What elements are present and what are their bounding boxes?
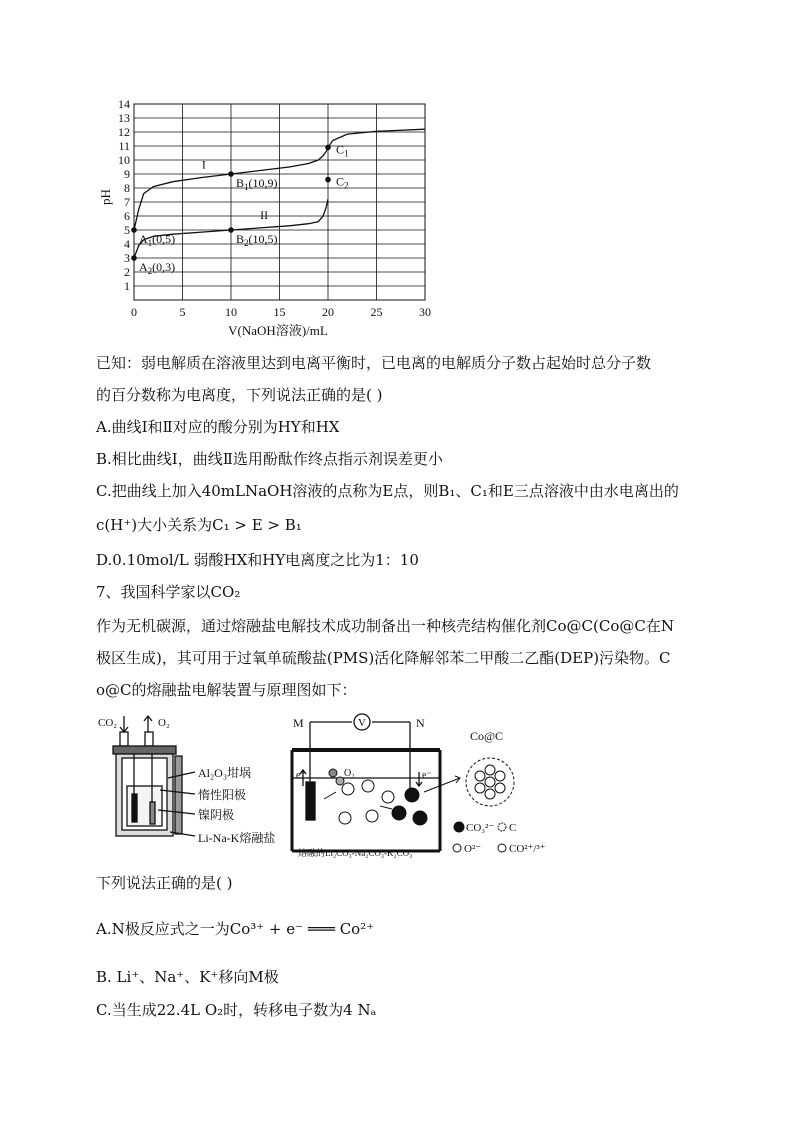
point-label: $B_1(10,9)$ bbox=[236, 176, 278, 192]
q7-option-a: A.N极反应式之一为Co³⁺ + e⁻ ═══ Co²⁺ bbox=[96, 920, 375, 938]
o2-bubble-label: O₂ bbox=[344, 768, 355, 779]
coc-particle bbox=[466, 758, 514, 806]
chart-points bbox=[131, 142, 348, 276]
coc-title: Co@C bbox=[470, 729, 504, 743]
legend-c-marker bbox=[498, 823, 506, 831]
q7-question: 下列说法正确的是( ) bbox=[96, 874, 233, 892]
q7-option-b: B. Li⁺、Na⁺、K⁺移向M极 bbox=[96, 968, 279, 986]
molten-salt-cell bbox=[98, 716, 195, 836]
x-tick-label: 30 bbox=[419, 305, 431, 319]
cathode-label: 镍阴极 bbox=[198, 808, 235, 822]
q6-option-d: D.0.10mol/L 弱酸HX和HY电离度之比为1：10 bbox=[96, 551, 419, 569]
q6-intro-line1: 已知：弱电解质在溶液里达到电离平衡时，已电离的电解质分子数占起始时总分子数 bbox=[96, 354, 652, 372]
x-tick-label: 15 bbox=[273, 305, 286, 319]
q6-option-c-line2: c(H⁺)大小关系为C₁ > E > B₁ bbox=[96, 516, 302, 534]
q7-line3: 极区生成)，其可用于过氧单硫酸盐(PMS)活化降解邻苯二甲酸二乙酯(DEP)污染物。C bbox=[96, 649, 671, 667]
curve-label-II: II bbox=[260, 207, 269, 222]
legend-c-text: C bbox=[509, 822, 517, 834]
m-electrode-label: M bbox=[293, 716, 304, 730]
point-B2(10,5) bbox=[228, 227, 234, 233]
q6-option-c-line1: C.把曲线上加入40mLNaOH溶液的点称为E点，则B₁、C₁和E三点溶液中由水电离出的 bbox=[96, 482, 679, 500]
x-tick-label: 20 bbox=[322, 305, 334, 319]
y-tick-label: 5 bbox=[124, 223, 130, 237]
point-label: $A_1(0,5)$ bbox=[139, 232, 176, 248]
y-tick-label: 10 bbox=[118, 153, 130, 167]
n-electrode-label: N bbox=[416, 716, 425, 730]
legend-co3-text: CO₃²⁻ bbox=[466, 822, 495, 834]
x-tick-label: 0 bbox=[131, 305, 137, 319]
point-B1(10,9) bbox=[228, 171, 234, 177]
legend-co3-marker bbox=[454, 822, 464, 832]
q6-option-b: B.相比曲线Ⅰ，曲线Ⅱ选用酚酞作终点指示剂误差更小 bbox=[96, 450, 443, 468]
q7-option-c: C.当生成22.4L O₂时，转移电子数为4 Nₐ bbox=[96, 1001, 377, 1019]
point-label: $A_2(0,3)$ bbox=[139, 260, 176, 276]
chart-grid bbox=[134, 104, 425, 300]
legend-o-marker bbox=[453, 844, 461, 852]
x-axis-label: V(NaOH溶液)/mL bbox=[228, 323, 328, 338]
electron-right-label: e⁻ bbox=[422, 770, 432, 781]
y-tick-label: 13 bbox=[118, 111, 130, 125]
point-C2 bbox=[325, 177, 331, 183]
q6-intro-line2: 的百分数称为电离度，下列说法正确的是( ) bbox=[96, 386, 383, 404]
y-axis-label: pH bbox=[98, 189, 113, 205]
electrolysis-diagram bbox=[0, 706, 794, 866]
y-tick-label: 14 bbox=[118, 97, 130, 111]
x-tick-label: 25 bbox=[370, 305, 383, 319]
y-tick-label: 11 bbox=[118, 139, 130, 153]
salt-label: Li-Na-K熔融盐 bbox=[198, 831, 276, 845]
legend-o-text: O²⁻ bbox=[464, 843, 482, 855]
o2-outlet-label: O₂ bbox=[158, 717, 170, 729]
curve-label-I: I bbox=[201, 157, 206, 172]
q7-line2: 作为无机碳源，通过熔融盐电解技术成功制备出一种核壳结构催化剂Co@C(Co@C在N bbox=[96, 617, 674, 635]
y-tick-label: 12 bbox=[118, 125, 130, 139]
anode-label: 惰性阳极 bbox=[198, 788, 247, 802]
point-label: $C_1$ bbox=[336, 142, 349, 159]
point-label: $C_2$ bbox=[336, 174, 349, 191]
q6-option-a: A.曲线Ⅰ和Ⅱ对应的酸分别为HY和HX bbox=[96, 418, 340, 436]
electron-left-label: e⁻ bbox=[296, 770, 306, 781]
y-tick-label: 4 bbox=[124, 237, 130, 251]
q7-line1: 7、我国科学家以CO₂ bbox=[96, 583, 241, 601]
legend-co-text: CO²⁺/³⁺ bbox=[509, 843, 546, 855]
co2-inlet-label: CO₂ bbox=[98, 717, 118, 729]
ph-titration-chart bbox=[0, 0, 794, 345]
y-tick-label: 7 bbox=[124, 195, 130, 209]
x-tick-label: 10 bbox=[225, 305, 237, 319]
x-tick-label: 5 bbox=[179, 305, 186, 319]
y-tick-label: 1 bbox=[124, 279, 130, 293]
point-A1(0,5) bbox=[131, 227, 137, 233]
y-tick-label: 8 bbox=[124, 181, 130, 195]
q7-line4: o@C的熔融盐电解装置与原理图如下： bbox=[96, 681, 357, 699]
y-tick-label: 6 bbox=[124, 209, 130, 223]
point-label: $B_2(10,5)$ bbox=[236, 232, 278, 248]
y-tick-label: 3 bbox=[124, 251, 130, 265]
voltmeter-label: V bbox=[358, 717, 366, 729]
crucible-label: Al₂O₃坩埚 bbox=[198, 766, 252, 780]
melt-label: 熔融的Li₂CO₃-Na₂CO₃-K₂CO₃ bbox=[298, 848, 413, 858]
legend-co-marker bbox=[498, 844, 506, 852]
point-C1 bbox=[325, 145, 331, 151]
y-tick-label: 9 bbox=[124, 167, 130, 181]
point-A2(0,3) bbox=[131, 255, 137, 261]
y-tick-label: 2 bbox=[124, 265, 130, 279]
